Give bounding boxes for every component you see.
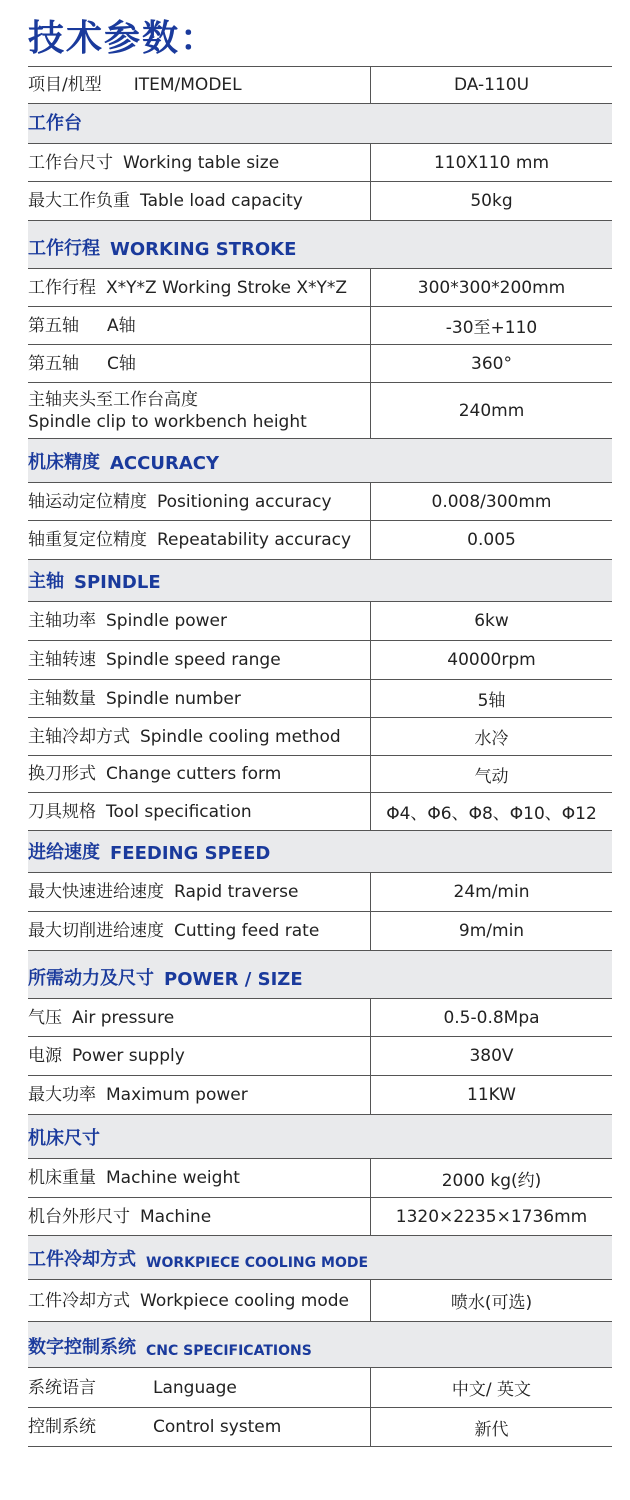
spec-label-en: Language bbox=[153, 1377, 237, 1398]
section-title-cn: 进给速度 bbox=[28, 842, 100, 863]
spec-value: 40000rpm bbox=[447, 650, 536, 670]
spec-row bbox=[28, 1037, 612, 1076]
spec-row bbox=[28, 756, 612, 793]
section-header bbox=[28, 104, 612, 144]
section-title-cn: 数字控制系统 bbox=[28, 1337, 136, 1358]
section-header bbox=[28, 560, 612, 602]
spec-label-en: Maximum power bbox=[106, 1085, 248, 1105]
spec-row bbox=[28, 793, 612, 831]
spec-label-en: Air pressure bbox=[72, 1007, 175, 1028]
spec-row bbox=[28, 1076, 612, 1115]
section-title-cn: 机床尺寸 bbox=[28, 1128, 100, 1149]
spec-label bbox=[28, 345, 371, 382]
spec-label-en: Rapid traverse bbox=[174, 882, 299, 902]
spec-label-cn: 主轴冷却方式 bbox=[28, 726, 130, 747]
section-title-cn: 所需动力及尺寸 bbox=[28, 968, 154, 989]
spec-value: 0.5-0.8Mpa bbox=[443, 1007, 540, 1028]
spec-row bbox=[28, 912, 612, 951]
section-title-cn: 机床精度 bbox=[28, 452, 100, 473]
spec-label bbox=[28, 1037, 371, 1075]
spec-label bbox=[28, 1368, 371, 1407]
spec-label bbox=[28, 521, 371, 559]
spec-row bbox=[28, 641, 612, 680]
section-title-en: FEEDING SPEED bbox=[110, 843, 271, 864]
spec-row bbox=[28, 345, 612, 383]
spec-value: 5轴 bbox=[477, 691, 506, 711]
section-header bbox=[28, 1236, 612, 1280]
spec-label-cn: 第五轴 bbox=[28, 315, 79, 336]
spec-label-cn: 刀具规格 bbox=[28, 801, 96, 822]
spec-label-en: Spindle number bbox=[106, 688, 241, 709]
spec-value: 0.008/300mm bbox=[431, 491, 552, 512]
spec-row bbox=[28, 307, 612, 345]
spec-value: 中文/ 英文 bbox=[451, 1380, 532, 1400]
spec-label bbox=[28, 912, 371, 950]
spec-label bbox=[28, 1280, 371, 1321]
spec-row bbox=[28, 680, 612, 718]
section-header bbox=[28, 439, 612, 483]
spec-row bbox=[28, 1159, 612, 1198]
spec-label bbox=[28, 718, 371, 755]
header-label-en: ITEM/MODEL bbox=[133, 75, 242, 95]
spec-label-en: Tool specification bbox=[106, 801, 252, 822]
spec-value: 300*300*200mm bbox=[417, 277, 566, 298]
spec-label-en: Power supply bbox=[72, 1046, 185, 1066]
spec-row bbox=[28, 602, 612, 641]
section-title-cn: 工件冷却方式 bbox=[28, 1249, 136, 1270]
spec-label-cn: 工件冷却方式 bbox=[28, 1290, 130, 1311]
section-title-cn: 工作台 bbox=[28, 113, 82, 134]
spec-table bbox=[28, 66, 612, 1447]
spec-label-en: C轴 bbox=[107, 353, 136, 374]
spec-label bbox=[28, 756, 371, 792]
spec-value: 新代 bbox=[474, 1419, 509, 1440]
spec-label-en: Positioning accuracy bbox=[157, 491, 332, 512]
spec-label bbox=[28, 483, 371, 520]
spec-value: Φ4、Φ6、Φ8、Φ10、Φ12 bbox=[386, 804, 597, 824]
spec-label-cn: 控制系统 bbox=[28, 1417, 96, 1437]
section-title-en: ACCURACY bbox=[110, 453, 220, 474]
spec-label-cn: 气压 bbox=[28, 1007, 62, 1028]
spec-value: 24m/min bbox=[453, 882, 530, 902]
spec-label-cn: 主轴转速 bbox=[28, 650, 96, 670]
spec-row bbox=[28, 383, 612, 439]
spec-label-cn: 换刀形式 bbox=[28, 764, 96, 784]
section-title-en: CNC SPECIFICATIONS bbox=[146, 1343, 312, 1359]
spec-row bbox=[28, 718, 612, 756]
section-header bbox=[28, 951, 612, 999]
spec-label bbox=[28, 307, 371, 344]
spec-label-cn: 主轴功率 bbox=[28, 611, 96, 631]
spec-label-cn: 轴运动定位精度 bbox=[28, 491, 147, 512]
spec-row bbox=[28, 1280, 612, 1322]
spec-label-cn: 机台外形尺寸 bbox=[28, 1206, 130, 1227]
section-title-cn: 主轴 bbox=[28, 571, 64, 592]
spec-label bbox=[28, 1076, 371, 1114]
spec-label-en: Spindle power bbox=[106, 611, 228, 631]
spec-value: 240mm bbox=[458, 400, 525, 421]
spec-value: 水冷 bbox=[474, 729, 509, 749]
spec-label-en: A轴 bbox=[107, 315, 136, 336]
page-title: 技术参数： bbox=[28, 18, 219, 59]
spec-label-cn: 主轴夹头至工作台高度 bbox=[28, 389, 198, 410]
spec-row bbox=[28, 1408, 612, 1447]
spec-row bbox=[28, 483, 612, 521]
spec-label-en: Control system bbox=[153, 1417, 282, 1437]
spec-value: 380V bbox=[469, 1046, 514, 1066]
spec-label-cn: 第五轴 bbox=[28, 353, 79, 374]
spec-label-cn: 最大工作负重 bbox=[28, 191, 130, 211]
spec-label bbox=[28, 793, 371, 830]
spec-label bbox=[28, 144, 371, 181]
spec-label-en: Machine bbox=[140, 1206, 212, 1227]
spec-label-cn: 工作台尺寸 bbox=[28, 152, 113, 173]
spec-label bbox=[28, 680, 371, 717]
spec-label-cn: 系统语言 bbox=[28, 1377, 96, 1398]
spec-row bbox=[28, 144, 612, 182]
section-header bbox=[28, 1115, 612, 1159]
spec-row bbox=[28, 182, 612, 221]
spec-label-en: Workpiece cooling mode bbox=[140, 1290, 350, 1311]
section-title-en: POWER / SIZE bbox=[164, 969, 303, 990]
spec-value: 6kw bbox=[474, 611, 509, 631]
section-header bbox=[28, 221, 612, 269]
section-header bbox=[28, 1322, 612, 1368]
spec-row bbox=[28, 873, 612, 912]
spec-label-en: Machine weight bbox=[106, 1168, 240, 1188]
spec-label-cn: 电源 bbox=[28, 1046, 62, 1066]
spec-label-en: Spindle clip to workbench height bbox=[28, 411, 307, 432]
spec-label-cn: 轴重复定位精度 bbox=[28, 530, 147, 550]
spec-value: 11KW bbox=[467, 1085, 516, 1105]
spec-label bbox=[28, 999, 371, 1036]
spec-value: 50kg bbox=[470, 191, 513, 211]
header-value: DA-110U bbox=[453, 75, 530, 95]
spec-label bbox=[28, 641, 371, 679]
spec-label bbox=[28, 1159, 371, 1197]
spec-label bbox=[28, 269, 371, 306]
spec-label bbox=[28, 602, 371, 640]
spec-label-en: Spindle speed range bbox=[106, 650, 281, 670]
spec-label-en: Working table size bbox=[123, 152, 280, 173]
spec-value: 2000 kg(约) bbox=[441, 1170, 542, 1191]
spec-label-en: X*Y*Z Working Stroke X*Y*Z bbox=[106, 277, 348, 298]
section-title-cn: 工作行程 bbox=[28, 238, 100, 259]
spec-value: 气动 bbox=[474, 766, 509, 787]
spec-label bbox=[28, 1198, 371, 1235]
spec-label-cn: 最大功率 bbox=[28, 1085, 96, 1105]
spec-label bbox=[28, 383, 371, 438]
header-label bbox=[28, 67, 371, 103]
header-label-cn: 项目/机型 bbox=[28, 75, 102, 95]
spec-label bbox=[28, 182, 371, 220]
spec-label-en: Table load capacity bbox=[140, 191, 303, 211]
spec-label-en: Change cutters form bbox=[106, 764, 282, 784]
section-title-en: WORKING STROKE bbox=[110, 239, 297, 260]
spec-label-en: Spindle cooling method bbox=[140, 726, 341, 747]
section-title-en: SPINDLE bbox=[74, 572, 161, 593]
spec-label-cn: 工作行程 bbox=[28, 277, 96, 298]
spec-row bbox=[28, 1368, 612, 1408]
spec-label-cn: 机床重量 bbox=[28, 1168, 96, 1188]
spec-label-cn: 最大快速进给速度 bbox=[28, 882, 164, 902]
spec-row bbox=[28, 521, 612, 560]
spec-value: 110X110 mm bbox=[433, 152, 550, 173]
section-header bbox=[28, 831, 612, 873]
spec-row bbox=[28, 1198, 612, 1236]
spec-label-cn: 最大切削进给速度 bbox=[28, 921, 164, 941]
header-row bbox=[28, 66, 612, 104]
spec-value: 360° bbox=[471, 353, 512, 374]
spec-value: 9m/min bbox=[458, 921, 525, 941]
spec-label-en: Repeatability accuracy bbox=[157, 530, 352, 550]
spec-label bbox=[28, 873, 371, 911]
spec-value: 1320×2235×1736mm bbox=[395, 1206, 588, 1227]
spec-value: 0.005 bbox=[467, 530, 516, 550]
spec-row bbox=[28, 269, 612, 307]
spec-row bbox=[28, 999, 612, 1037]
spec-label-cn: 主轴数量 bbox=[28, 688, 96, 709]
spec-value: 喷水(可选) bbox=[450, 1293, 533, 1313]
spec-value: -30至+110 bbox=[445, 318, 538, 338]
spec-label-en: Cutting feed rate bbox=[174, 921, 320, 941]
spec-label bbox=[28, 1408, 371, 1446]
section-title-en: WORKPIECE COOLING MODE bbox=[146, 1255, 369, 1271]
